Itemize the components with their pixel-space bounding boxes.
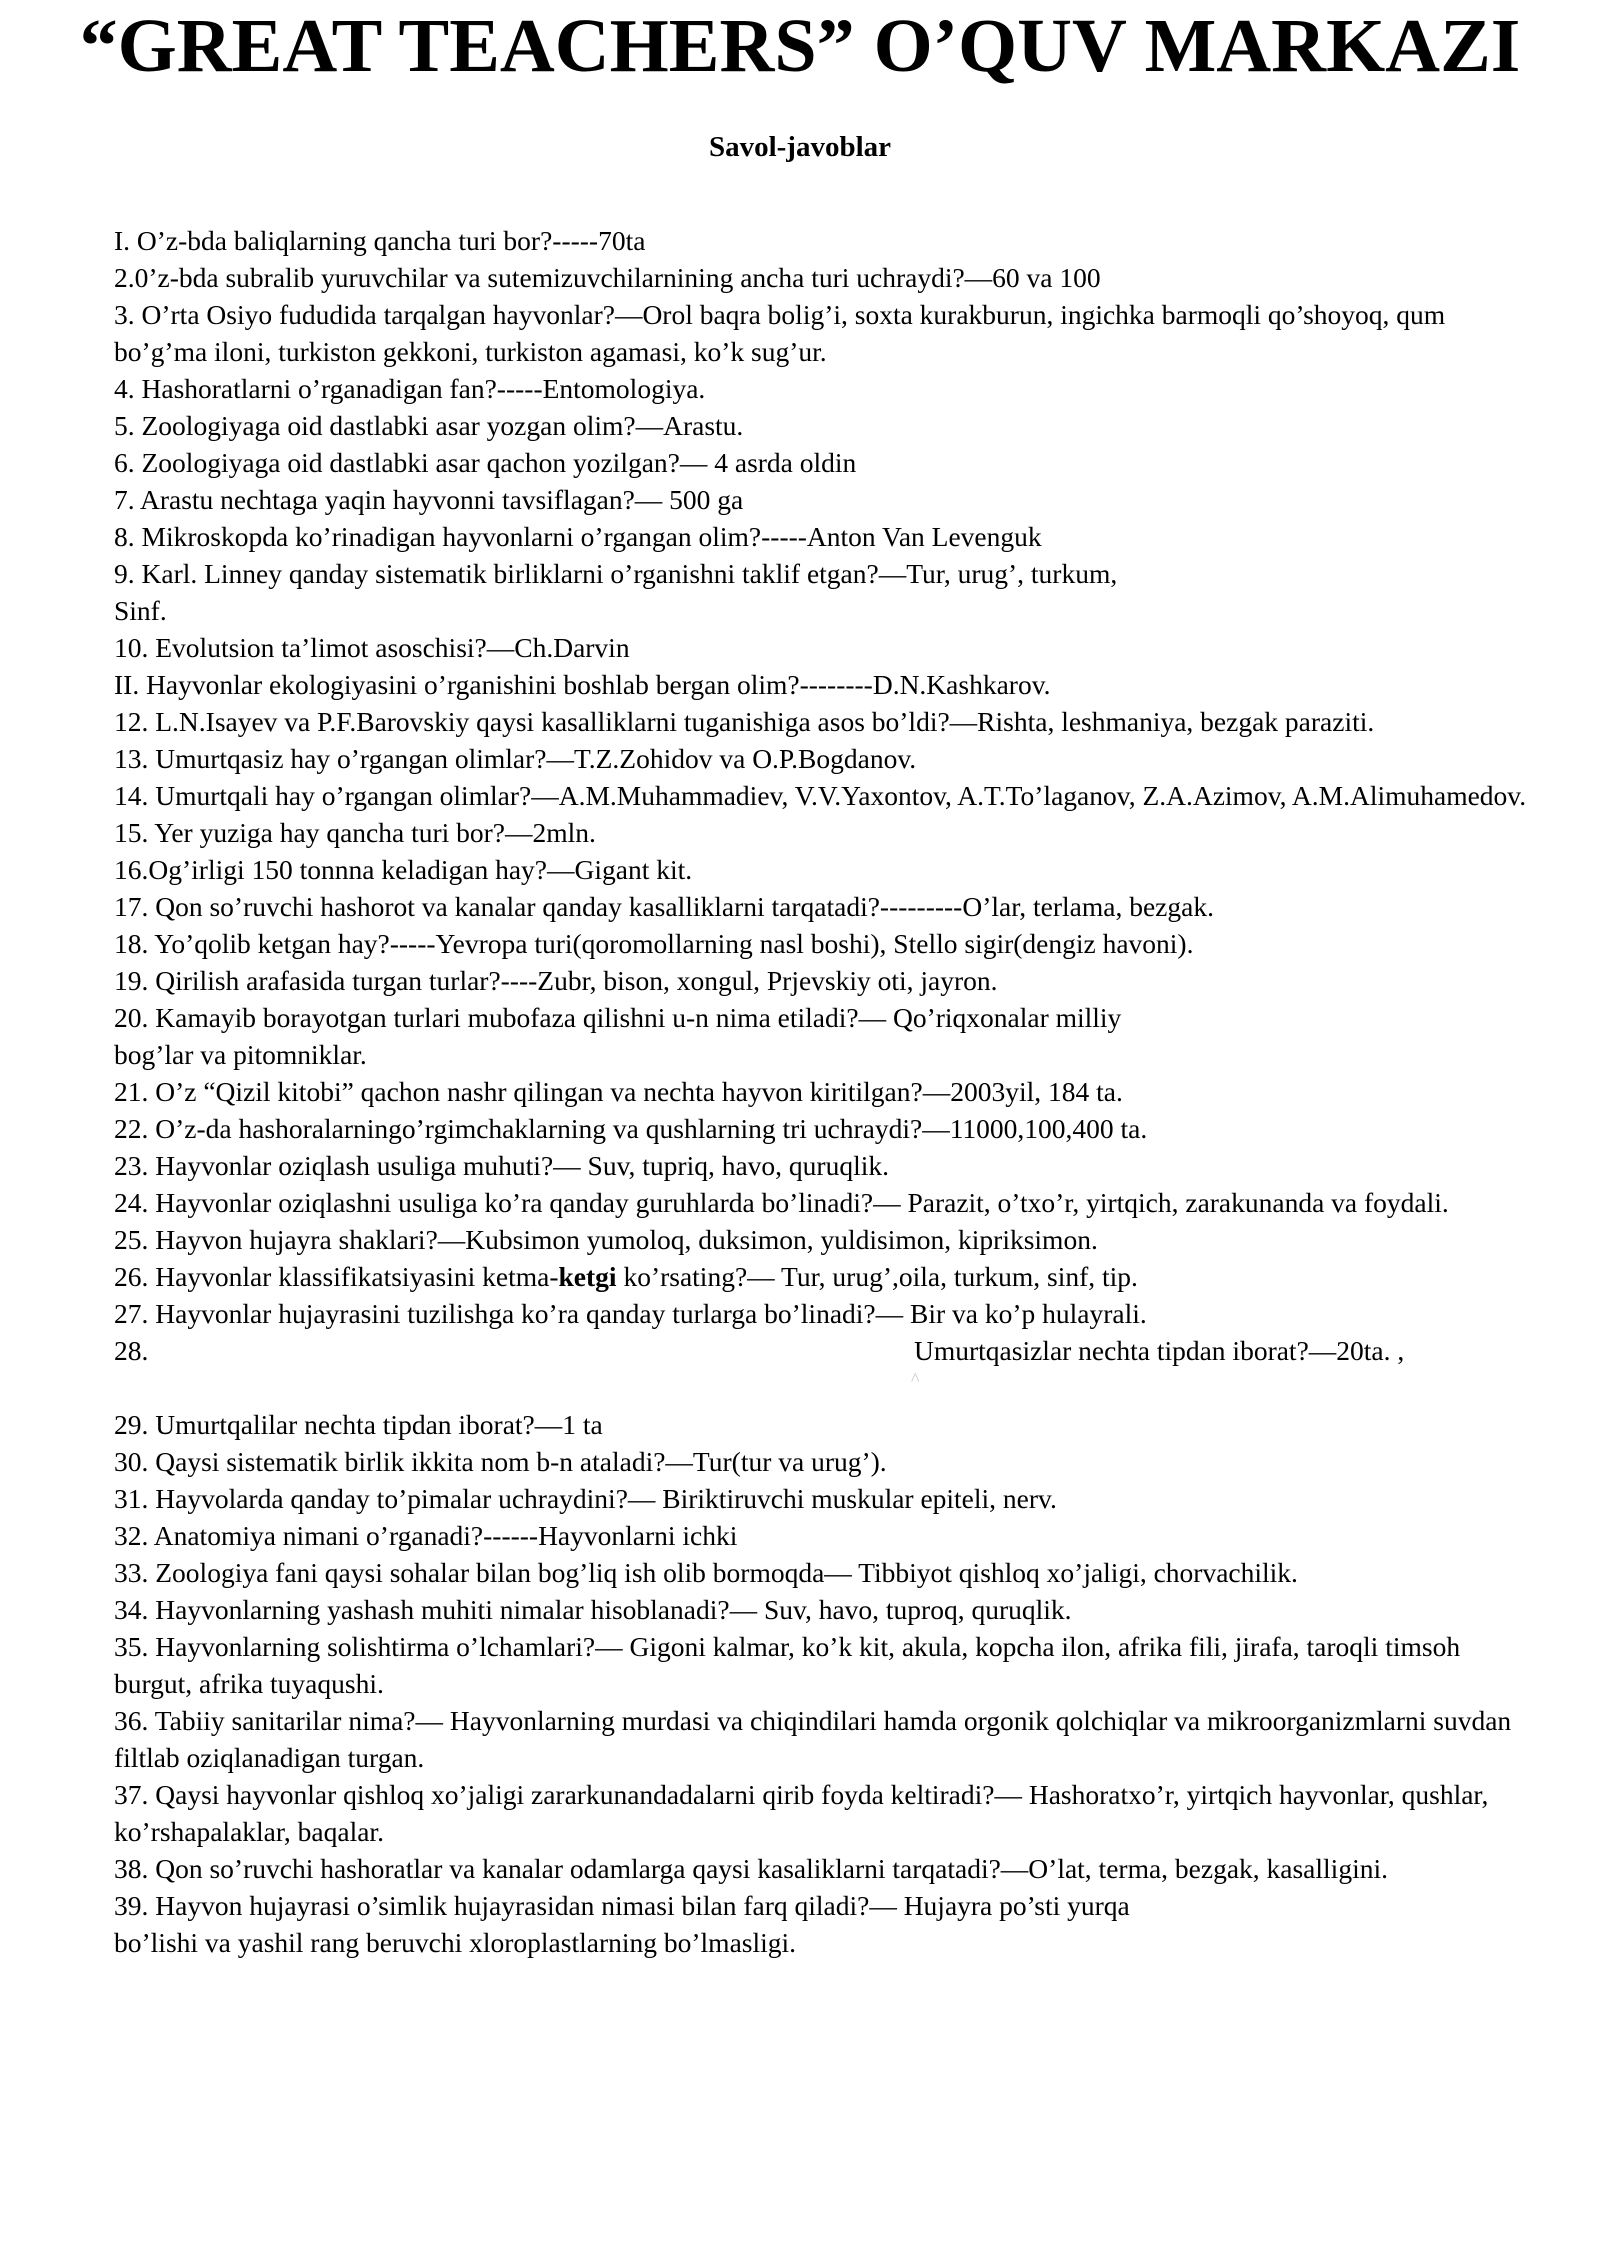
qa-item-31: 31. Hayvolarda qanday to’pimalar uchraydini?— Biriktiruvchi muskular epiteli, nerv.: [114, 1483, 1057, 1514]
qa-item-17: 17. Qon so’ruvchi hashorot va kanalar qanday kasalliklarni tarqatadi?---------O’lar, terlama, bezgak.: [114, 891, 1214, 922]
qa-item-18: 18. Yo’qolib ketgan hay?-----Yevropa turi(qoromollarning nasl boshi), Stello sigir(dengiz havoni).: [114, 928, 1194, 959]
qa-item-28-text: Umurtqasizlar nechta tipdan iborat?—20ta. ,: [914, 1335, 1405, 1366]
qa-item-39-line-1: 39. Hayvon hujayrasi o’simlik hujayrasidan nimasi bilan farq qiladi?— Hujayra po’sti yurqa: [114, 1890, 1130, 1921]
qa-item-21: 21. O’z “Qizil kitobi” qachon nashr qilingan va nechta hayvon kiritilgan?—2003yil, 184 ta.: [114, 1076, 1123, 1107]
qa-item-36: 36. Tabiiy sanitarilar nima?— Hayvonlarning murdasi va chiqindilari hamda orgonik qolchiqlar va mikroorganizmlarni suvdan filtlab oziqlanadigan turgan.: [114, 1705, 1512, 1773]
qa-item-33: 33. Zoologiya fani qaysi sohalar bilan bog’liq ish olib bormoqda— Tibbiyot qishloq xo’jaligi, chorvachilik.: [114, 1557, 1298, 1588]
qa-item-26-pre: 26. Hayvonlar klassifikatsiyasini ketma-: [114, 1261, 559, 1292]
blank-line: [114, 1369, 1544, 1406]
qa-item-4: 4. Hashoratlarni o’rganadigan fan?-----Entomologiya.: [114, 373, 706, 404]
qa-item-23: 23. Hayvonlar oziqlash usuliga muhuti?— Suv, tupriq, havo, quruqlik.: [114, 1150, 889, 1181]
qa-item-13: 13. Umurtqasiz hay o’rgangan olimlar?—T.Z.Zohidov va O.P.Bogdanov.: [114, 743, 917, 774]
qa-item-30: 30. Qaysi sistematik birlik ikkita nom b-n ataladi?—Tur(tur va urug’).: [114, 1446, 887, 1477]
qa-item-25: 25. Hayvon hujayra shaklari?—Kubsimon yumoloq, duksimon, yuldisimon, kipriksimon.: [114, 1224, 1098, 1255]
document-subtitle: Savol-javoblar: [708, 131, 892, 163]
qa-item-9: [114, 555, 1544, 629]
qa-item-27: 27. Hayvonlar hujayrasini tuzilishga ko’ra qanday turlarga bo’linadi?— Bir va ko’p hulayrali.: [114, 1298, 1147, 1329]
qa-item-9-line-1: 9. Karl. Linney qanday sistematik birliklarni o’rganishni taklif etgan?—Tur, urug’, turkum,: [114, 558, 1118, 589]
qa-item-37: 37. Qaysi hayvonlar qishloq xo’jaligi zararkunandadalarni qirib foyda keltiradi?— Hashoratxo’r, yirtqich hayvonlar, qushlar, ko’rshapalaklar, baqalar.: [114, 1779, 1489, 1847]
qa-item-1: I. O’z-bda baliqlarning qancha turi bor?-----70ta: [114, 225, 646, 256]
qa-item-34: 34. Hayvonlarning yashash muhiti nimalar hisoblanadi?— Suv, havo, tuproq, quruqlik.: [114, 1594, 1072, 1625]
qa-item-20-line-2: bog’lar va pitomniklar.: [114, 1039, 367, 1070]
qa-item-24: 24. Hayvonlar oziqlashni usuliga ko’ra qanday guruhlarda bo’linadi?— Parazit, o’txo’r, yirtqich, zarakunanda va foydali.: [114, 1187, 1449, 1218]
qa-item-15: 15. Yer yuziga hay qancha turi bor?—2mln.: [114, 817, 596, 848]
qa-item-22: 22. O’z-da hashoralarningo’rgimchaklarning va qushlarning tri uchraydi?—11000,100,400 ta.: [114, 1113, 1148, 1144]
document-title: “GREAT TEACHERS” O’QUV MARKAZI: [79, 4, 1521, 88]
qa-item-28: [114, 1332, 1544, 1389]
caret-mark: ^: [911, 1369, 920, 1389]
qa-item-16: 16.Og’irligi 150 tonnna keladigan hay?—Gigant kit.: [114, 854, 693, 885]
qa-item-32: 32. Anatomiya nimani o’rganadi?------Hayvonlarni ichki: [114, 1520, 738, 1551]
qa-item-9-line-2: Sinf.: [114, 595, 167, 626]
qa-item-28-number: 28.: [114, 1335, 149, 1366]
qa-item-6: 6. Zoologiyaga oid dastlabki asar qachon yozilgan?— 4 asrda oldin: [114, 447, 857, 478]
qa-item-26-bold: ketgi: [558, 1261, 617, 1292]
qa-item-8: 8. Mikroskopda ko’rinadigan hayvonlarni o’rgangan olim?-----Anton Van Levenguk: [114, 521, 1042, 552]
qa-item-26-post: ko’rsating?— Tur, urug’,oila, turkum, sinf, tip.: [616, 1261, 1138, 1292]
qa-item-14: 14. Umurtqali hay o’rgangan olimlar?—A.M.Muhammadiev, V.V.Yaxontov, A.T.To’laganov, Z.A.Azimov, A.M.Alimuhamedov.: [114, 780, 1527, 811]
qa-item-10: 10. Evolutsion ta’limot asoschisi?—Ch.Darvin: [114, 632, 630, 663]
qa-item-39-line-2: bo’lishi va yashil rang beruvchi xloroplastlarning bo’lmasligi.: [114, 1927, 797, 1958]
qa-item-11: II. Hayvonlar ekologiyasini o’rganishini boshlab bergan olim?--------D.N.Kashkarov.: [114, 669, 1051, 700]
qa-item-38: 38. Qon so’ruvchi hashoratlar va kanalar odamlarga qaysi kasaliklarni tarqatadi?—O’lat, terma, bezgak, kasalligini.: [114, 1853, 1388, 1884]
qa-item-2: 2.0’z-bda subralib yuruvchilar va sutemizuvchilarnining ancha turi uchraydi?—60 va 100: [114, 262, 1101, 293]
qa-item-7: 7. Arastu nechtaga yaqin hayvonni tavsiflagan?— 500 ga: [114, 484, 744, 515]
qa-item-12: 12. L.N.Isayev va P.F.Barovskiy qaysi kasalliklarni tuganishiga asos bo’ldi?—Rishta, leshmaniya, bezgak paraziti.: [114, 706, 1375, 737]
qa-item-20: [114, 999, 1544, 1073]
qa-item-3: 3. O’rta Osiyo fududida tarqalgan hayvonlar?—Orol baqra bolig’i, soxta kurakburun, ingichka barmoqli qo’shoyoq, qum bo’g’ma iloni, turkiston gekkoni, turkiston agamasi, ko’k sug’ur.: [114, 299, 1446, 367]
qa-item-35: 35. Hayvonlarning solishtirma o’lchamlari?— Gigoni kalmar, ko’k kit, akula, kopcha ilon, afrika fili, jirafa, taroqli timsoh burgut, afrika tuyaqushi.: [114, 1631, 1461, 1699]
qa-item-19: 19. Qirilish arafasida turgan turlar?----Zubr, bison, xongul, Prjevskiy oti, jayron.: [114, 965, 998, 996]
qa-item-5: 5. Zoologiyaga oid dastlabki asar yozgan olim?—Arastu.: [114, 410, 744, 441]
qa-item-20-line-1: 20. Kamayib borayotgan turlari mubofaza qilishni u-n nima etiladi?— Qo’riqxonalar milliy: [114, 1002, 1122, 1033]
qa-list: [114, 222, 1544, 1961]
qa-item-26: [114, 1258, 1544, 1295]
qa-item-29: 29. Umurtqalilar nechta tipdan iborat?—1 ta: [114, 1409, 603, 1440]
qa-item-39: [114, 1887, 1544, 1961]
